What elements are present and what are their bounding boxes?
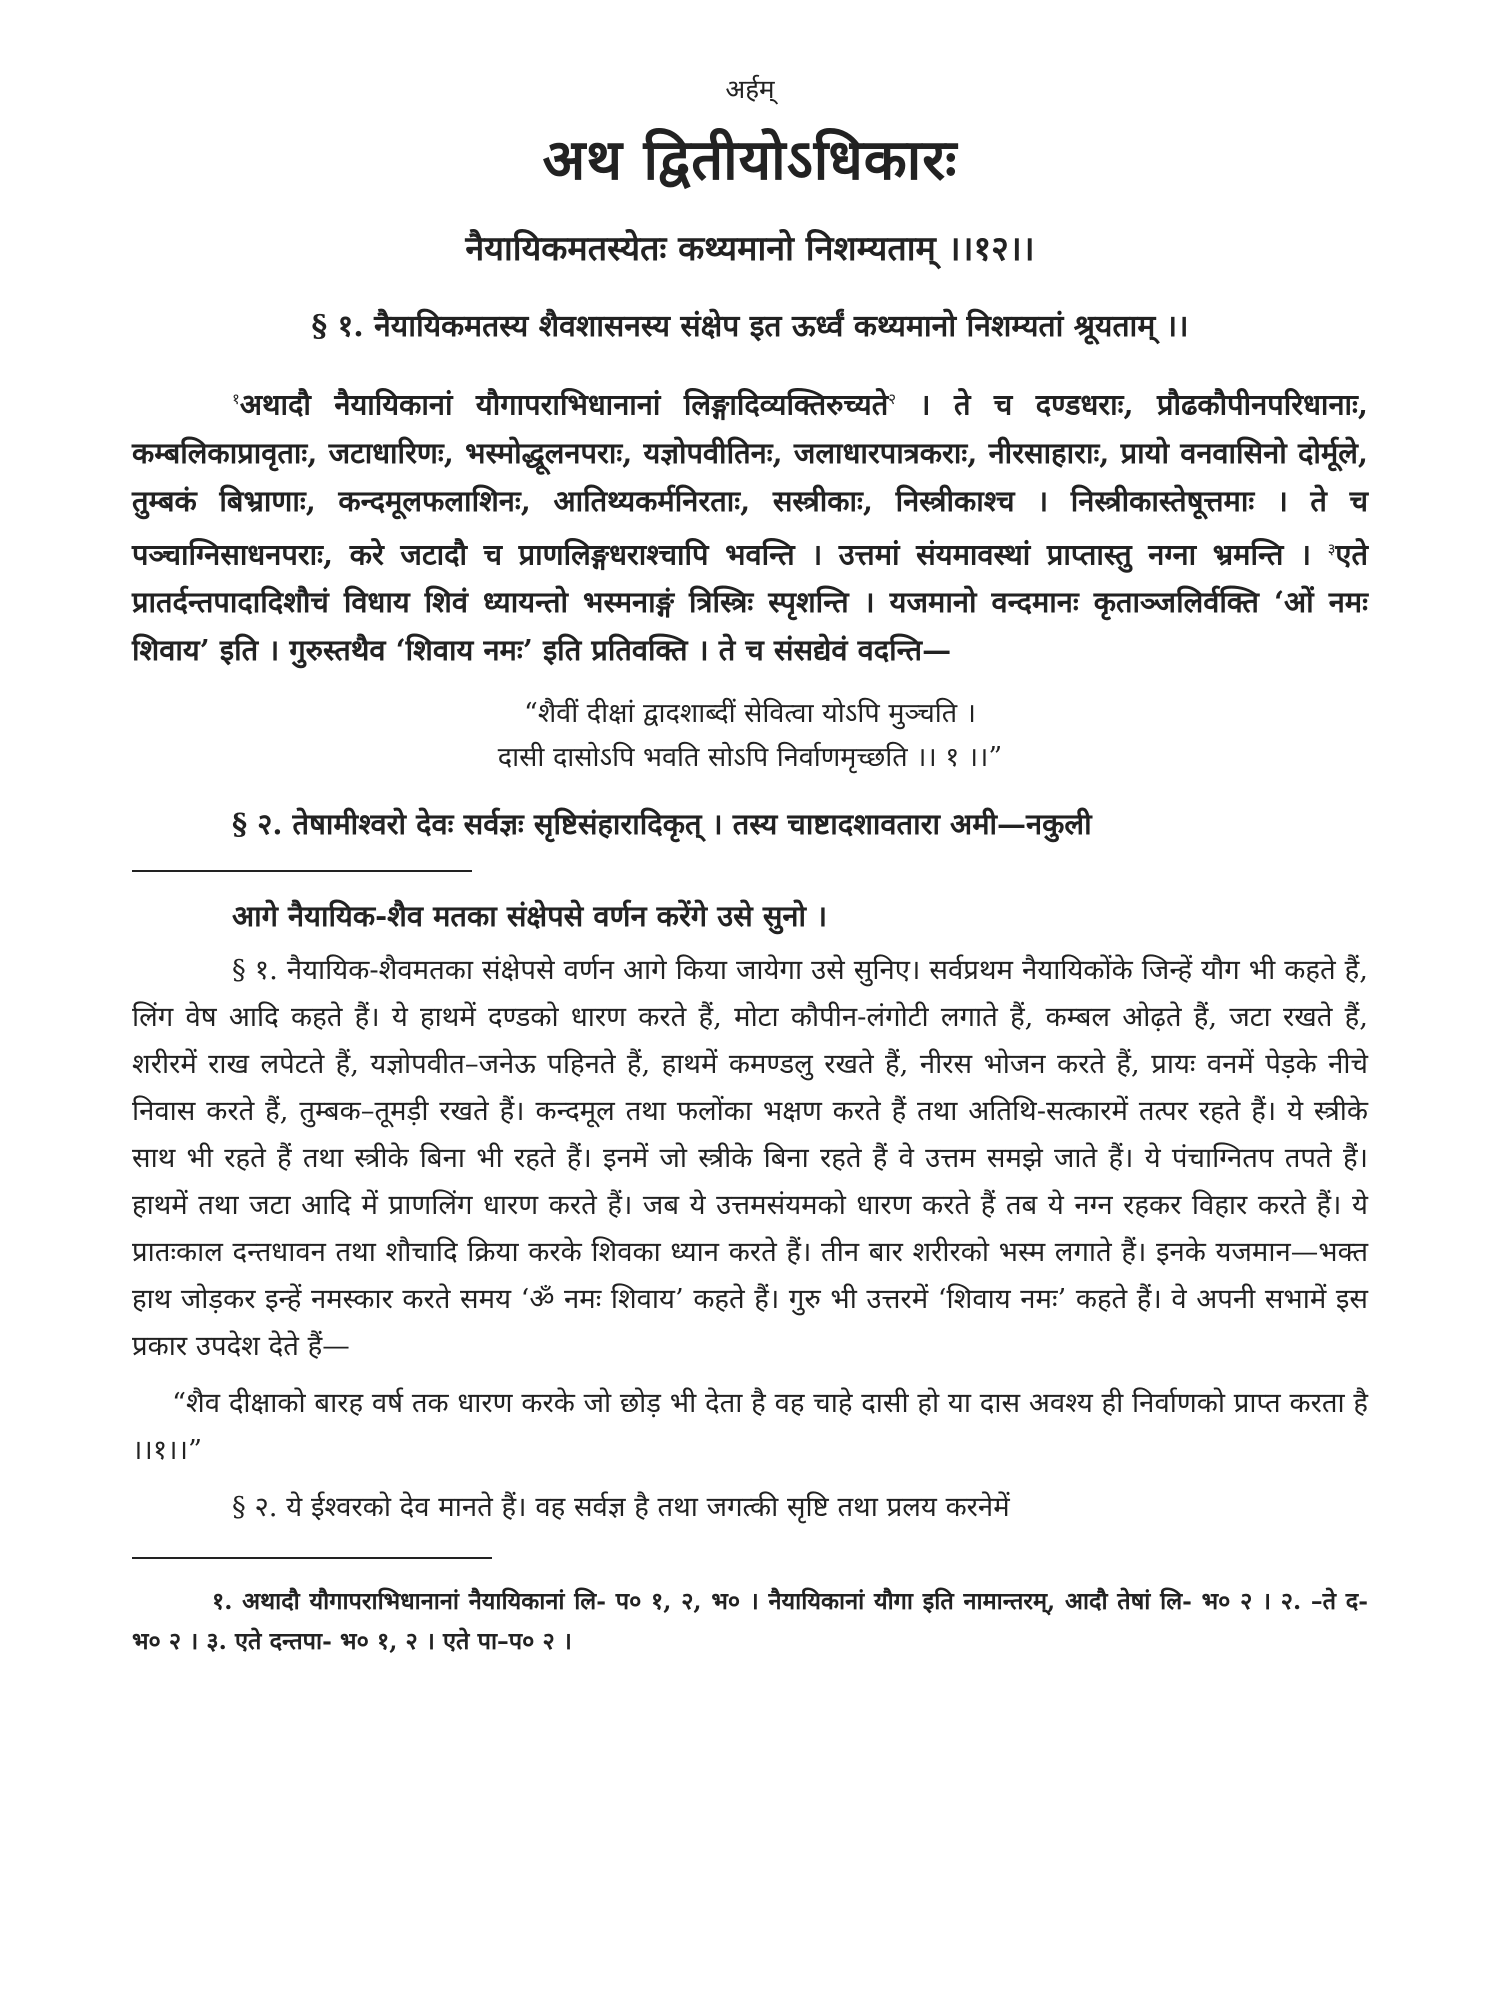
sanskrit-verse bbox=[132, 692, 1368, 780]
chapter-title: अथ द्वितीयोऽधिकारः bbox=[542, 127, 958, 193]
hindi-paragraph-2: § २. ये ईश्वरको देव मानते हैं। वह सर्वज्ञ है तथा जगत्की सृष्टि तथा प्रलय करनेमें bbox=[232, 1491, 1010, 1524]
hindi-heading: आगे नैयायिक-शैव मतका संक्षेपसे वर्णन करेंगे उसे सुनो । bbox=[232, 899, 828, 934]
verse-line-2: दासी दासोऽपि भवति सोऽपि निर्वाणमृच्छति ।। १ ।।” bbox=[497, 742, 1003, 774]
divider bbox=[132, 870, 472, 872]
verse-line-1: “शैवीं दीक्षां द्वादशाब्दीं सेवित्वा योऽपि मुञ्चति । bbox=[524, 698, 976, 730]
sanskrit-paragraph bbox=[132, 375, 1368, 674]
sanskrit-section2: § २. तेषामीश्वरो देवः सर्वज्ञः सृष्टिसंहारादिकृत् । तस्य चाष्टादशावतारा अमी—नकुली bbox=[232, 807, 1092, 842]
sanskrit-text: । ते च दण्डधराः, प्रौढकौपीनपरिधानाः, कम्बलिकाप्रावृताः, जटाधारिणः, भस्मोद्धूलनपराः, यज्ञोपवीतिनः, जलाधारपात्रकराः, नीरसाहाराः, प्रायो वनवासिनो दोर्मूले, तुम्बकं बिभ्राणाः, कन्दमूलफलाशिनः, आतिथ्यकर्मनिरताः, सस्त्रीकाः, निस्त्रीकाश्च । निस्त्रीकास्तेषूत्तमाः । ते च पञ्चाग्निसाधनपराः, करे जटादौ च प्राणलिङ्गधराश्चापि भवन्ति । उत्तमां संयमावस्थां प्राप्तास्तु नग्ना भ्रमन्ति । bbox=[132, 387, 1369, 572]
verse-line: नैयायिकमतस्येतः कथ्यमानो निशम्यताम् ।।१२।। bbox=[465, 229, 1035, 269]
footnote-marker: ३ bbox=[1327, 539, 1336, 558]
footnote-divider bbox=[132, 1557, 492, 1559]
hindi-quote: “शैव दीक्षाको बारह वर्ष तक धारण करके जो छोड़ भी देता है वह चाहे दासी हो या दास अवश्य ही निर्वाणको प्राप्त करता है ।।१।।” bbox=[132, 1387, 1368, 1467]
invocation: अर्हम् bbox=[725, 75, 775, 105]
sanskrit-text: अथादौ नैयायिकानां यौगापराभिधानानां लिङ्गादिव्यक्तिरुच्यते bbox=[239, 387, 889, 422]
footnote-marker: २ bbox=[888, 390, 897, 408]
sanskrit-section1-lead: § १. नैयायिकमतस्य शैवशासनस्य संक्षेप इत ऊर्ध्वं कथ्यमानो निशम्यतां श्रूयताम् ।। bbox=[311, 309, 1189, 344]
footnote-marker: १ bbox=[232, 390, 240, 408]
footnotes: १. अथादौ यौगापराभिधानानां नैयायिकानां लि- प० १, २, भ० । नैयायिकानां यौगा इति नामान्तरम्, आदौ तेषां लि- भ० २ । २. –ते द- भ० २ । ३. एते दन्तपा- भ० १, २ । एते पा–प० २ । bbox=[132, 1587, 1368, 1656]
sanskrit-text: एते प्रातर्दन्तपादादिशौचं विधाय शिवं ध्यायन्तो भस्मनाङ्गं त्रिस्त्रिः स्पृशन्ति । यजमानो वन्दमानः कृताञ्जलिर्वक्ति ‘ओं नमः शिवाय’ इति । गुरुस्तथैव ‘शिवाय नमः’ इति प्रतिवक्ति । ते च संसद्येवं वदन्ति— bbox=[132, 537, 1368, 668]
hindi-paragraph-1: § १. नैयायिक-शैवमतका संक्षेपसे वर्णन आगे किया जायेगा उसे सुनिए। सर्वप्रथम नैयायिकोंके जिन्हें यौग भी कहते हैं, लिंग वेष आदि कहते हैं। ये हाथमें दण्डको धारण करते हैं, मोटा कौपीन-लंगोटी लगाते हैं, कम्बल ओढ़ते हैं, जटा रखते हैं, शरीरमें राख लपेटते हैं, यज्ञोपवीत–जनेऊ पहिनते हैं, हाथमें कमण्डलु रखते हैं, नीरस भोजन करते हैं, प्रायः वनमें पेड़के नीचे निवास करते हैं, तुम्बक–तूमड़ी रखते हैं। कन्दमूल तथा फलोंका भक्षण करते हैं तथा अतिथि-सत्कारमें तत्पर रहते हैं। ये स्त्रीके साथ भी रहते हैं तथा स्त्रीके बिना भी रहते हैं। इनमें जो स्त्रीके बिना रहते हैं वे उत्तम समझे जाते हैं। ये पंचाग्नितप तपते हैं। हाथमें तथा जटा आदि में प्राणलिंग धारण करते हैं। जब ये उत्तमसंयमको धारण करते हैं तब ये नग्न रहकर विहार करते हैं। ये प्रातःकाल दन्तधावन तथा शौचादि क्रिया करके शिवका ध्यान करते हैं। तीन बार शरीरको भस्म लगाते हैं। इनके यजमान—भक्त हाथ जोड़कर इन्हें नमस्कार करते समय ‘ॐ नमः शिवाय’ कहते हैं। गुरु भी उत्तरमें ‘शिवाय नमः’ कहते हैं। वे अपनी सभामें इस प्रकार उपदेश देते हैं— bbox=[132, 954, 1368, 1363]
